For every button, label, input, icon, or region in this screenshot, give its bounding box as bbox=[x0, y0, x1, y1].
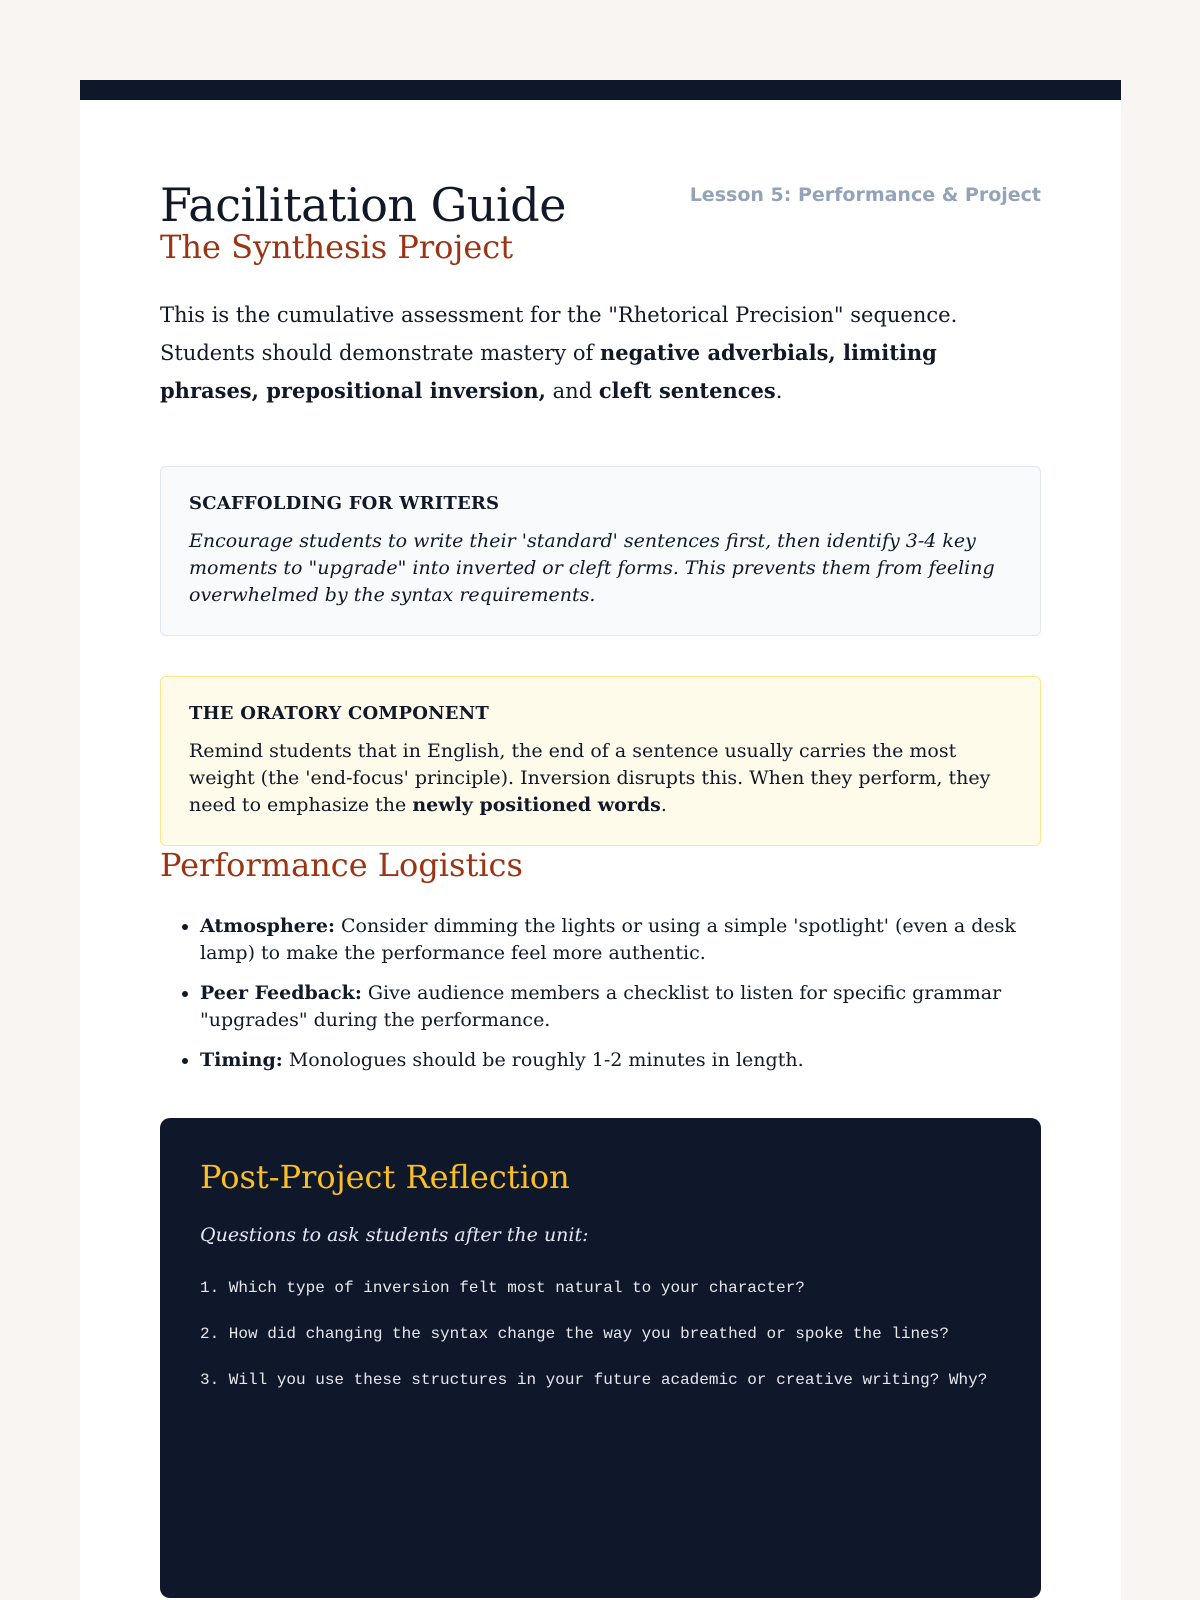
reflection-question: 2. How did changing the syntax change the way you breathed or spoke the lines? bbox=[200, 1325, 949, 1344]
page-header bbox=[160, 178, 1041, 232]
intro-emphasis-2: cleft sentences bbox=[598, 378, 776, 404]
reflection-question: 3. Will you use these structures in your future academic or creative writing? Why? bbox=[200, 1371, 988, 1390]
oratory-callout bbox=[160, 676, 1041, 846]
scaffolding-title: SCAFFOLDING FOR WRITERS bbox=[189, 493, 500, 515]
list-item-label: Peer Feedback: bbox=[200, 981, 362, 1004]
synthesis-heading: The Synthesis Project bbox=[160, 228, 514, 266]
guide-page bbox=[80, 80, 1121, 1600]
oratory-title: THE ORATORY COMPONENT bbox=[189, 703, 489, 725]
oratory-text: Remind students that in English, the end of a sentence usually carries the most weight (the 'end-focus' principle). Inversion disrupts this. When they perform, they need to emphasize the bbox=[189, 740, 991, 817]
oratory-body bbox=[189, 738, 1012, 819]
list-item bbox=[200, 1047, 1041, 1074]
list-item bbox=[200, 913, 1041, 967]
synthesis-intro bbox=[160, 296, 1041, 410]
lesson-label: Lesson 5: Performance & Project bbox=[689, 184, 1041, 206]
page-title: Facilitation Guide bbox=[160, 178, 566, 232]
intro-text: This is the cumulative assessment for the "Rhetorical Precision" sequence. Students should demonstrate mastery of bbox=[160, 303, 958, 366]
reflection-heading: Post-Project Reflection bbox=[200, 1157, 570, 1196]
scaffolding-body: Encourage students to write their 'standard' sentences first, then identify 3-4 key moments to "upgrade" into inverted or cleft forms. This prevents them from feeling overwhelmed by the syntax requirements. bbox=[189, 530, 995, 607]
intro-text-mid: and bbox=[545, 379, 599, 404]
list-item-label: Timing: bbox=[200, 1048, 283, 1071]
intro-emphasis-1: negative adverbials, limiting phrases, prepositional inversion, bbox=[160, 340, 937, 404]
list-item-text: Consider dimming the lights or using a simple 'spotlight' (even a desk lamp) to make the performance feel more authentic. bbox=[200, 914, 1016, 964]
logistics-heading: Performance Logistics bbox=[160, 846, 523, 885]
oratory-emphasis: newly positioned words bbox=[412, 794, 661, 817]
reflection-panel bbox=[160, 1118, 1041, 1598]
intro-text-end: . bbox=[775, 379, 783, 404]
list-item-text: Monologues should be roughly 1-2 minutes in length. bbox=[282, 1048, 804, 1071]
reflection-questions bbox=[200, 1272, 1001, 1397]
scaffolding-callout bbox=[160, 466, 1041, 636]
list-item bbox=[200, 980, 1041, 1034]
logistics-list bbox=[160, 913, 1041, 1074]
list-item-label: Atmosphere: bbox=[200, 914, 335, 937]
top-accent-bar bbox=[80, 80, 1121, 100]
oratory-text-end: . bbox=[660, 794, 667, 817]
list-item-text: Give audience members a checklist to listen for specific grammar "upgrades" during the performance. bbox=[200, 981, 1002, 1031]
reflection-subtitle: Questions to ask students after the unit: bbox=[200, 1224, 589, 1247]
reflection-question: 1. Which type of inversion felt most natural to your character? bbox=[200, 1279, 805, 1298]
